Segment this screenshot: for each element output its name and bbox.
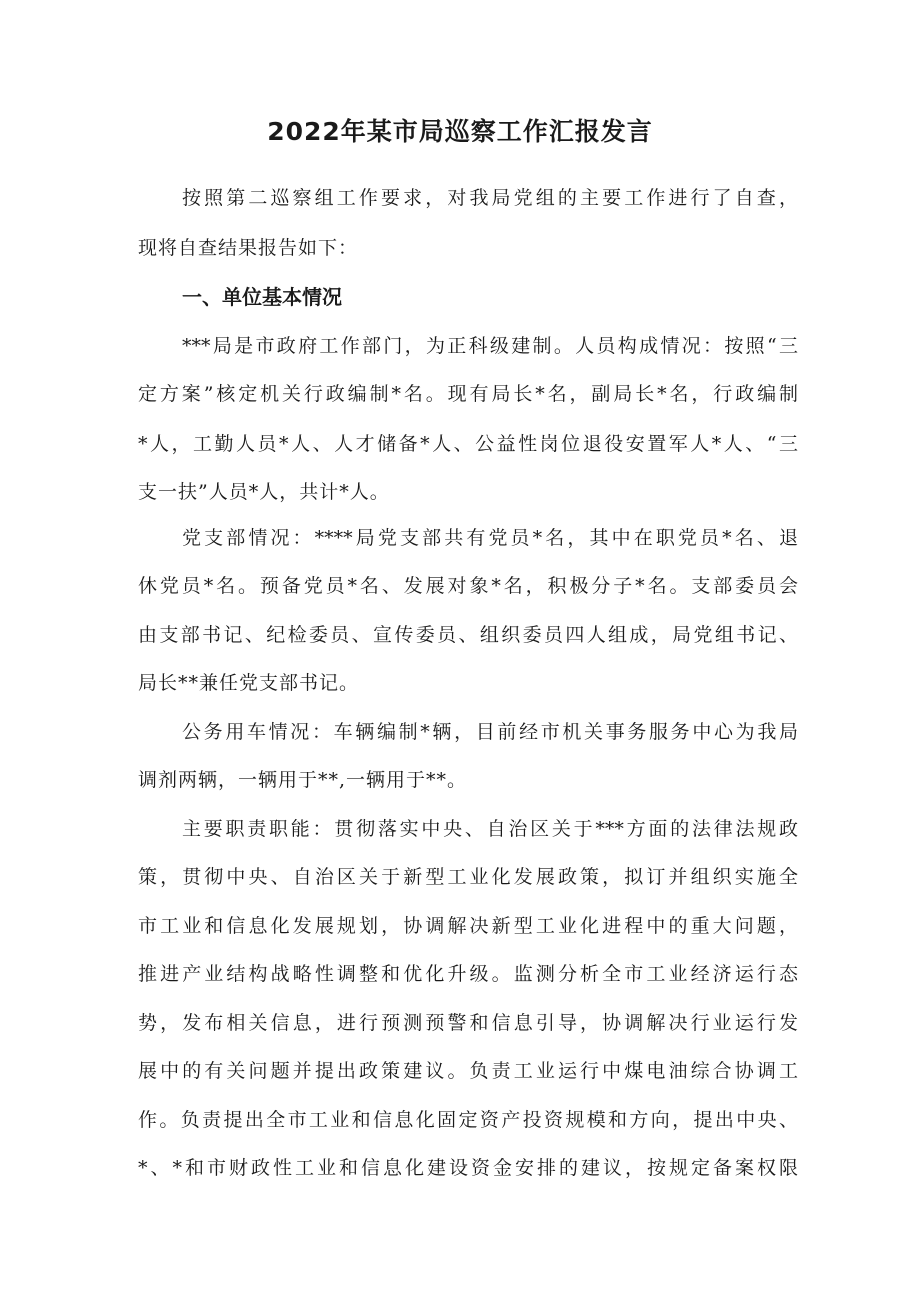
- duty-para-line-5: 势，发布相关信息，进行预测预警和信息引导，协调解决行业运行发: [138, 1012, 798, 1034]
- document-title: 2022年某市局巡察工作汇报发言: [267, 117, 653, 146]
- duty-para-line-3: 市工业和信息化发展规划，协调解决新型工业化进程中的重大问题，: [138, 915, 798, 937]
- unit-para-line-4: 支一扶”人员*人，共计*人。: [138, 481, 390, 503]
- section-heading-basic-info: 一、单位基本情况: [182, 285, 342, 309]
- unit-para-line-3: *人，工勤人员*人、人才储备*人、公益性岗位退役安置军人*人、“三: [138, 433, 798, 455]
- duty-para-line-4: 推进产业结构战略性调整和优化升级。监测分析全市工业经济运行态: [138, 963, 798, 985]
- duty-para-line-7: 作。负责提出全市工业和信息化固定资产投资规模和方向，提出中央、: [138, 1109, 798, 1131]
- party-para-line-4: 局长**兼任党支部书记。: [138, 672, 360, 694]
- party-para-line-1: 党支部情况：****局党支部共有党员*名，其中在职党员*名、退: [182, 527, 798, 549]
- vehicle-para-line-1: 公务用车情况：车辆编制*辆，目前经市机关事务服务中心为我局: [182, 721, 798, 743]
- unit-para-line-2: 定方案”核定机关行政编制*名。现有局长*名，副局长*名，行政编制: [138, 383, 798, 405]
- duty-para-line-2: 策，贯彻中央、自治区关于新型工业化发展政策，拟订并组织实施全: [138, 866, 798, 888]
- vehicle-para-line-2: 调剂两辆，一辆用于**,一辆用于**。: [138, 769, 468, 791]
- intro-line-1: 按照第二巡察组工作要求，对我局党组的主要工作进行了自查，: [182, 187, 798, 209]
- duty-para-line-6: 展中的有关问题并提出政策建议。负责工业运行中煤电油综合协调工: [138, 1060, 798, 1082]
- party-para-line-2: 休党员*名。预备党员*名、发展对象*名，积极分子*名。支部委员会: [138, 575, 798, 597]
- party-para-line-3: 由支部书记、纪检委员、宣传委员、组织委员四人组成，局党组书记、: [138, 624, 798, 646]
- intro-line-2: 现将自查结果报告如下：: [138, 237, 359, 259]
- duty-para-line-8: *、*和市财政性工业和信息化建设资金安排的建议，按规定备案权限: [138, 1157, 798, 1179]
- unit-para-line-1: ***局是市政府工作部门，为正科级建制。人员构成情况：按照“三: [182, 335, 798, 357]
- duty-para-line-1: 主要职责职能：贯彻落实中央、自治区关于***方面的法律法规政: [182, 818, 798, 840]
